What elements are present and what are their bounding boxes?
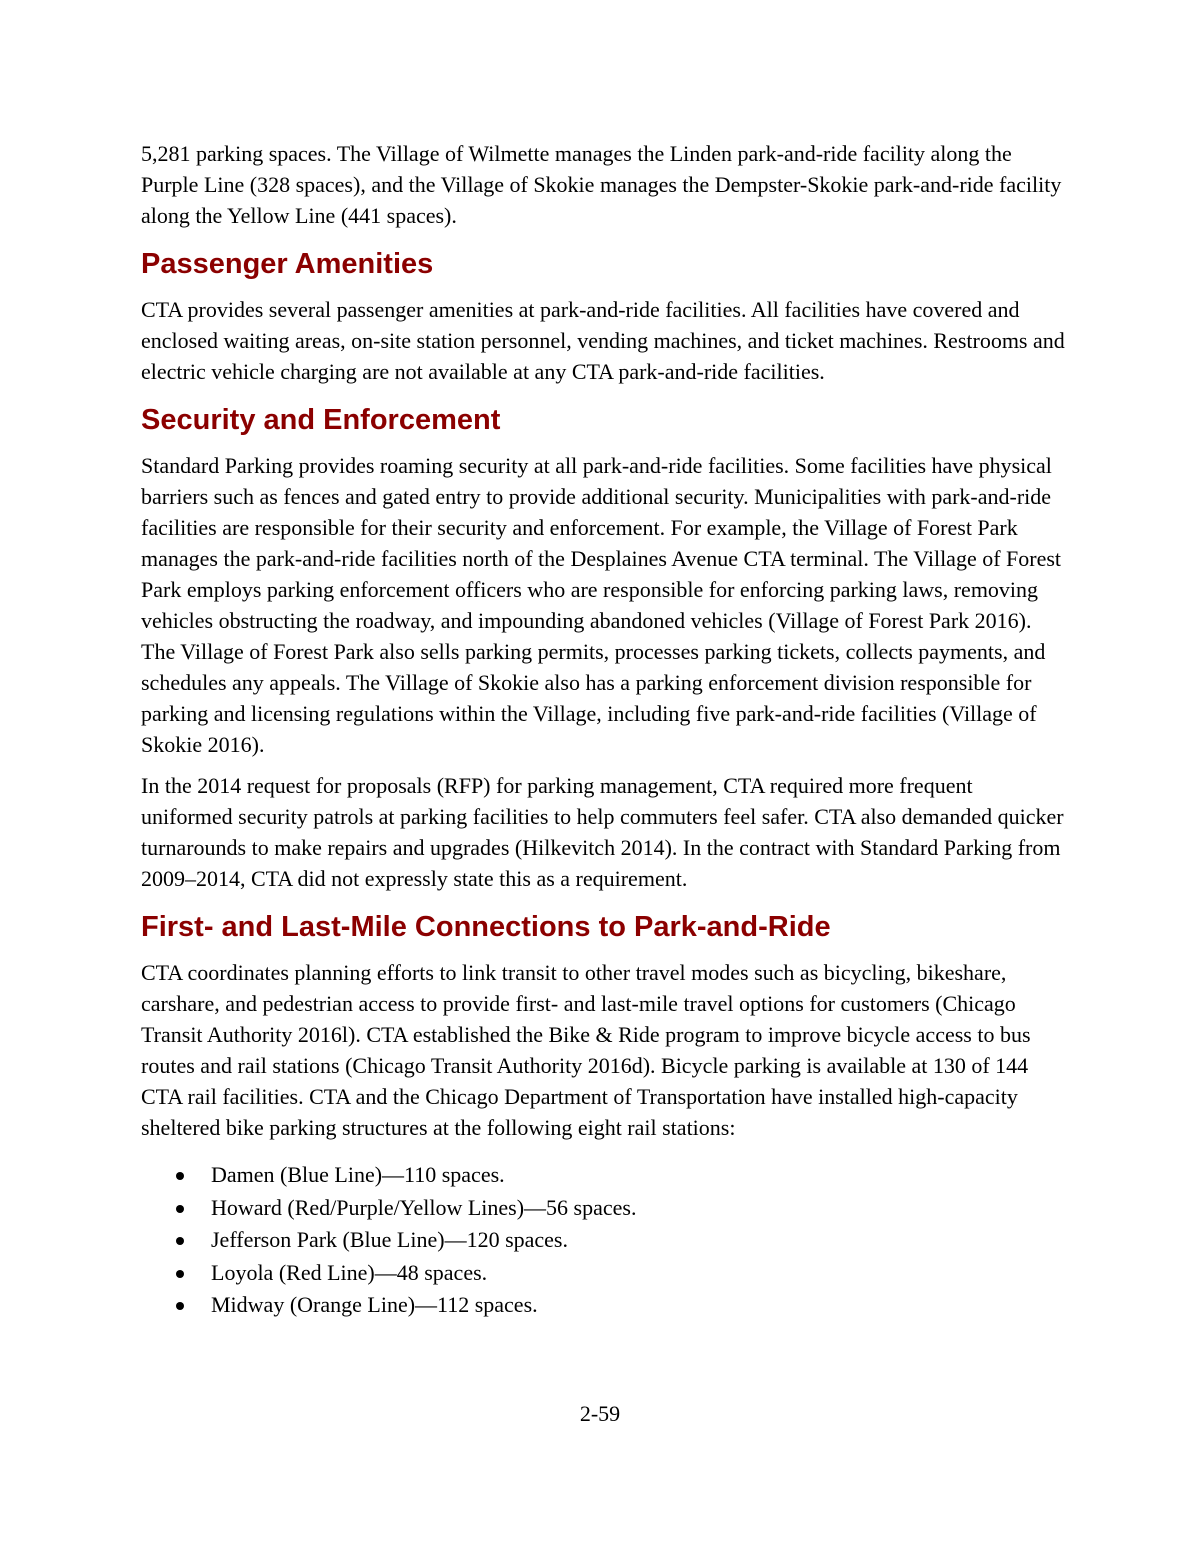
bullet-icon <box>176 1237 184 1245</box>
paragraph: CTA provides several passenger amenities at park-and-ride facilities. All facilities have covered and enclosed waiting areas, on-site station personnel, vending machines, and ticket machines. Restrooms and electric vehicle charging are not available at any CTA park-and-ride facilities. <box>141 297 1065 384</box>
list-item <box>141 1192 1066 1225</box>
paragraph: CTA coordinates planning efforts to link transit to other travel modes such as bicycling, bikeshare, carshare, and pedestrian access to provide first- and last-mile travel options for customers (Chicago Transit Authority 2016l). CTA established the Bike & Ride program to improve bicycle access to bus routes and rail stations (Chicago Transit Authority 2016d). Bicycle parking is available at 130 of 144 CTA rail facilities. CTA and the Chicago Department of Transportation have installed high-capacity sheltered bike parking structures at the following eight rail stations: <box>141 960 1031 1140</box>
bullet-icon <box>176 1270 184 1278</box>
bullet-icon <box>176 1205 184 1213</box>
list-item <box>141 1257 1066 1290</box>
section-heading: Passenger Amenities <box>141 248 434 280</box>
list-item-text: Loyola (Red Line)—48 spaces. <box>211 1259 488 1285</box>
section-heading: Security and Enforcement <box>141 404 501 436</box>
bullet-icon <box>176 1302 184 1310</box>
section-passenger-amenities <box>141 246 1066 387</box>
list-item <box>141 1224 1066 1257</box>
paragraph: Standard Parking provides roaming security at all park-and-ride facilities. Some facilities have physical barriers such as fences and gated entry to provide additional security. Municipalities with park-and-ride facilities are responsible for their security and enforcement. For example, the Village of Forest Park manages the park-and-ride facilities north of the Desplaines Avenue CTA terminal. The Village of Forest Park employs parking enforcement officers who are responsible for enforcing parking laws, removing vehicles obstructing the roadway, and impounding abandoned vehicles (Village of Forest Park 2016). The Village of Forest Park also sells parking permits, processes parking tickets, collects payments, and schedules any appeals. The Village of Skokie also has a parking enforcement division responsible for parking and licensing regulations within the Village, including five park-and-ride facilities (Village of Skokie 2016). <box>141 453 1062 757</box>
list-item-text: Midway (Orange Line)—112 spaces. <box>211 1292 538 1318</box>
page-number: 2-59 <box>579 1401 621 1426</box>
list-item-text: Howard (Red/Purple/Yellow Lines)—56 spaces. <box>211 1194 637 1220</box>
section-heading: First- and Last-Mile Connections to Park-and-Ride <box>141 911 831 943</box>
paragraph: In the 2014 request for proposals (RFP) for parking management, CTA required more frequent uniformed security patrols at parking facilities to help commuters feel safer. CTA also demanded quicker turnarounds to make repairs and upgrades (Hilkevitch 2014). In the contract with Standard Parking from 2009–2014, CTA did not expressly state this as a requirement. <box>141 773 1064 891</box>
intro-paragraph: 5,281 parking spaces. The Village of Wilmette manages the Linden park-and-ride facility along the Purple Line (328 spaces), and the Village of Skokie manages the Dempster-Skokie park-and-ride facility along the Yellow Line (441 spaces). <box>141 141 1062 228</box>
section-first-last-mile <box>141 909 1066 1322</box>
list-item-text: Jefferson Park (Blue Line)—120 spaces. <box>211 1227 568 1253</box>
section-security-enforcement <box>141 402 1066 894</box>
list-item-text: Damen (Blue Line)—110 spaces. <box>211 1162 505 1187</box>
list-item <box>141 1159 1066 1192</box>
list-item <box>141 1289 1066 1322</box>
bike-parking-list <box>141 1159 1066 1322</box>
bullet-icon <box>176 1172 184 1180</box>
page-content <box>141 138 1066 1322</box>
